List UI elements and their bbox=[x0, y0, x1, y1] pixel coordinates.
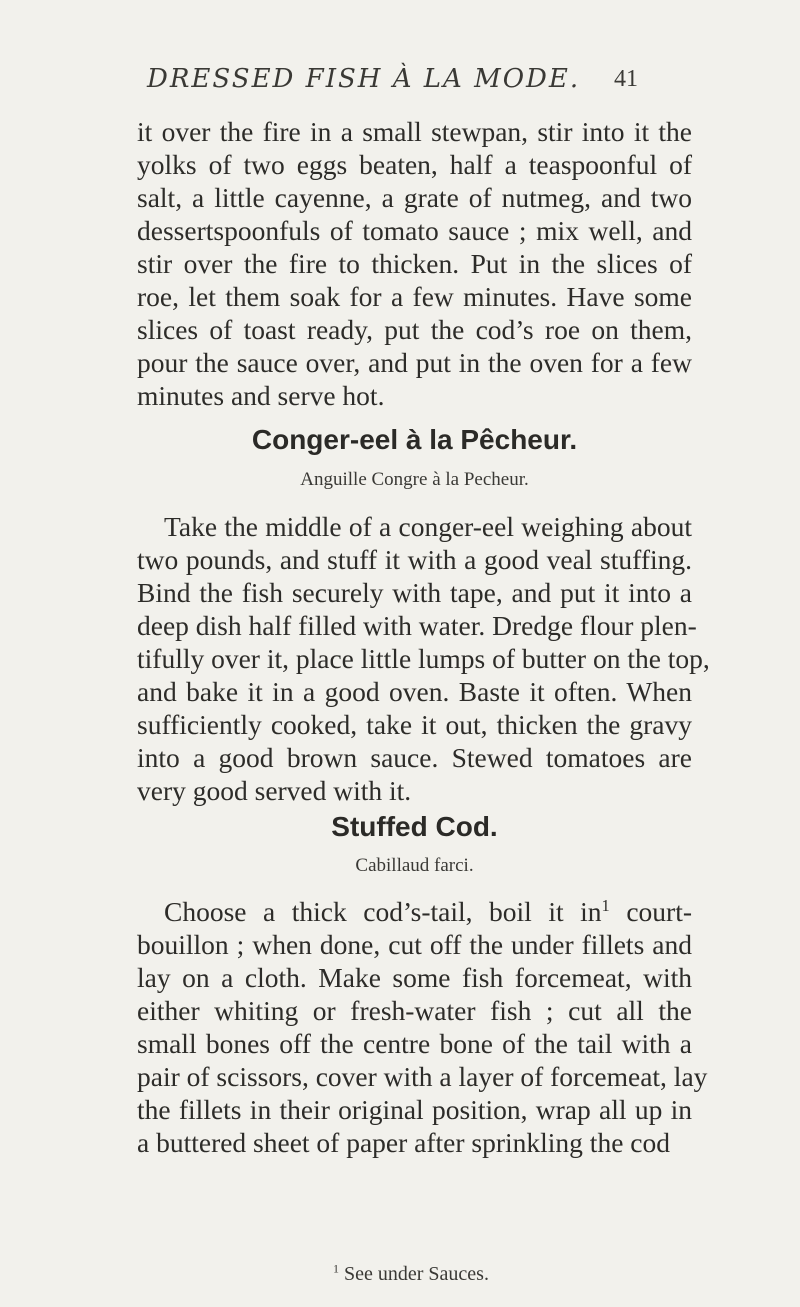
text-fragment: court- bbox=[609, 896, 692, 927]
text-line: pair of scissors, cover with a layer of forcemeat, lay bbox=[137, 1061, 708, 1092]
text-line: Take the middle of a conger-eel weighing about bbox=[164, 511, 692, 542]
text-line: roe, let them soak for a few minutes. Have some bbox=[137, 281, 692, 312]
text-line bbox=[137, 895, 692, 928]
text-line: two pounds, and stuff it with a good veal stuffing. bbox=[137, 544, 692, 575]
text-line: the fillets in their original position, wrap all up in bbox=[137, 1094, 692, 1125]
text-line: and bake it in a good oven. Baste it often. When bbox=[137, 676, 692, 707]
text-fragment: Choose a thick cod’s-tail, boil it in bbox=[164, 896, 602, 927]
page-number: 41 bbox=[614, 66, 638, 92]
text-line: into a good brown sauce. Stewed tomatoes are bbox=[137, 742, 692, 773]
text-line: dessertspoonfuls of tomato sauce ; mix well, and bbox=[137, 215, 692, 246]
footnote-reference: 1 bbox=[601, 895, 610, 915]
text-line: it over the fire in a small stewpan, stir into it the bbox=[137, 116, 692, 147]
footnote-text: See under Sauces. bbox=[339, 1263, 489, 1285]
recipe-title-conger-eel: Conger-eel à la Pêcheur. bbox=[251, 424, 578, 455]
running-title: DRESSED FISH À LA MODE. bbox=[147, 64, 581, 94]
text-line: salt, a little cayenne, a grate of nutmeg, and two bbox=[137, 182, 692, 213]
text-line: either whiting or fresh-water fish ; cut all the bbox=[137, 995, 692, 1026]
footnote bbox=[333, 1263, 489, 1286]
text-line: stir over the fire to thicken. Put in the slices of bbox=[137, 248, 692, 279]
continuation-paragraph bbox=[137, 115, 692, 412]
text-line: small bones off the centre bone of the tail with a bbox=[137, 1028, 692, 1059]
footnote-marker: 1 bbox=[333, 1261, 339, 1276]
recipe-french-title-stuffed-cod: Cabillaud farci. bbox=[355, 855, 474, 876]
text-line: deep dish half filled with water. Dredge flour plen- bbox=[137, 610, 697, 641]
text-line: lay on a cloth. Make some fish forcemeat, with bbox=[137, 962, 692, 993]
recipe-title-stuffed-cod: Stuffed Cod. bbox=[331, 811, 498, 842]
recipe-body-conger-eel bbox=[137, 510, 710, 807]
recipe-body-stuffed-cod bbox=[137, 895, 708, 1159]
text-line: minutes and serve hot. bbox=[137, 380, 385, 411]
text-line: tifully over it, place little lumps of butter on the top, bbox=[137, 643, 710, 674]
text-line: Bind the fish securely with tape, and put it into a bbox=[137, 577, 692, 608]
text-line: slices of toast ready, put the cod’s roe on them, bbox=[137, 314, 692, 345]
text-line: yolks of two eggs beaten, half a teaspoonful of bbox=[137, 149, 692, 180]
text-line: very good served with it. bbox=[137, 775, 412, 806]
recipe-french-title-conger-eel: Anguille Congre à la Pecheur. bbox=[300, 469, 529, 490]
text-line: bouillon ; when done, cut off the under fillets and bbox=[137, 929, 692, 960]
text-line: pour the sauce over, and put in the oven for a few bbox=[137, 347, 692, 378]
text-line: sufficiently cooked, take it out, thicken the gravy bbox=[137, 709, 692, 740]
text-line: a buttered sheet of paper after sprinkling the cod bbox=[137, 1127, 670, 1158]
